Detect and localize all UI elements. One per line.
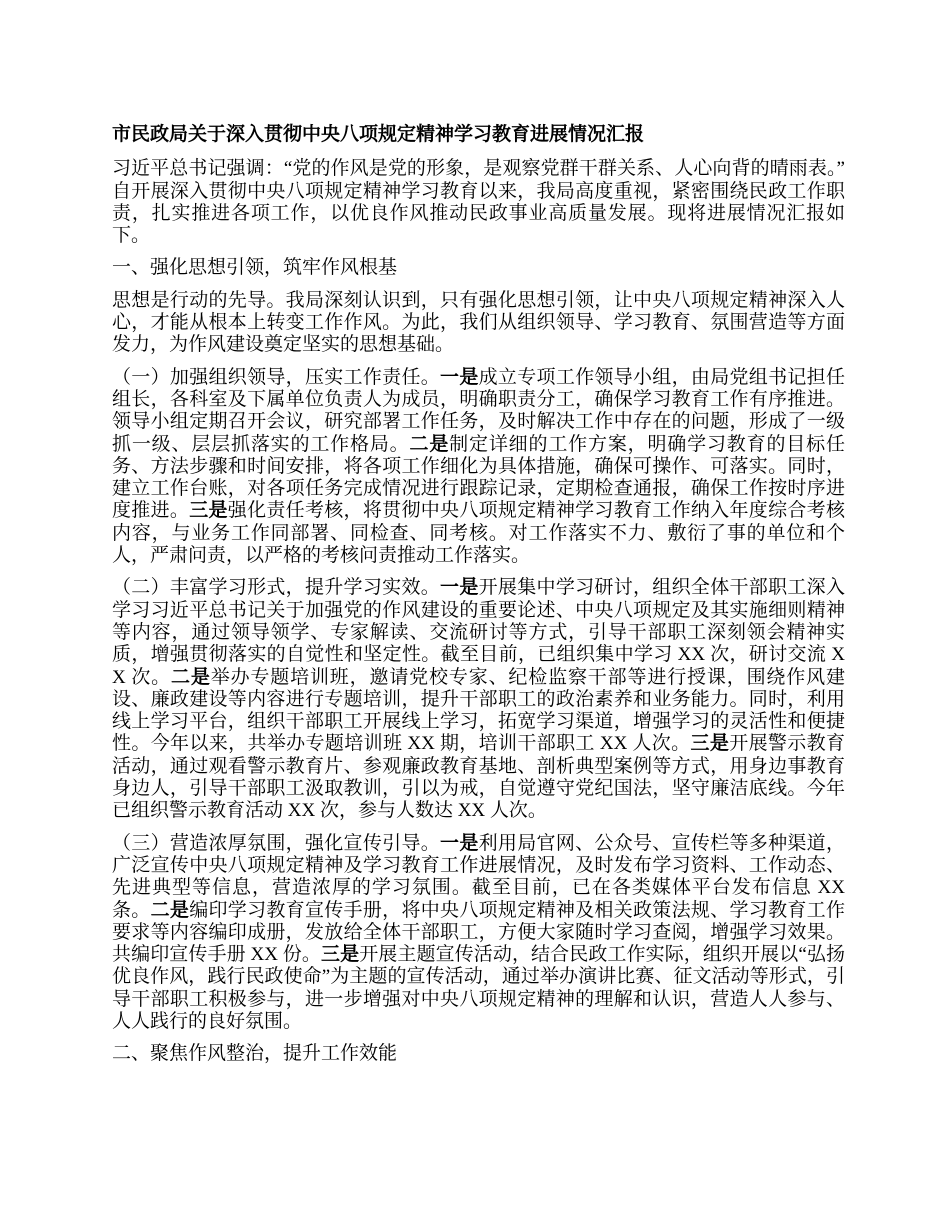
text-run: 习近平总书记强调：“党的作风是党的形象，是观察党群干群关系、人心向背的晴雨表。”自开展深入贯彻中央八项规定精神学习教育以来，我局高度重视，紧密围绕民政工作职责，扎实推进各项工作，以优良作风推动民政事业高质量发展。现将进展情况汇报如下。 <box>112 158 845 247</box>
body-paragraph <box>112 158 845 247</box>
bold-text-run: 一是 <box>440 577 479 599</box>
bold-text-run: 一是 <box>440 366 479 388</box>
text-run: 二、聚焦作风整治，提升工作效能 <box>112 1043 398 1065</box>
text-run: 开展警示教育活动，通过观看警示教育片、参观廉政教育基地、剖析典型案例等方式，用身边事教育身边人，引导干部职工汲取教训，引以为戒，自觉遵守党纪国法，坚守廉洁底线。今年已组织警示教育活动 XX 次，参与人数达 XX 人次。 <box>112 733 845 822</box>
document-title <box>112 124 845 146</box>
text-run: 思想是行动的先导。我局深刻认识到，只有强化思想引领，让中央八项规定精神深入人心，才能从根本上转变工作作风。为此，我们从组织领导、学习教育、氛围营造等方面发力，为作风建设奠定坚实的思想基础。 <box>112 289 845 356</box>
section-heading <box>112 1043 845 1065</box>
text-run: 一、强化思想引领，筑牢作风根基 <box>112 257 398 279</box>
bold-text-run: 市民政局关于深入贯彻中央八项规定精神学习教育进展情况汇报 <box>112 124 645 145</box>
text-run: （一）加强组织领导，压实工作责任。 <box>112 366 441 388</box>
document-content <box>112 124 845 1066</box>
section-heading <box>112 257 845 279</box>
body-paragraph <box>112 833 845 1034</box>
text-run: （三）营造浓厚氛围，强化宣传引导。 <box>112 832 441 854</box>
bold-text-run: 一是 <box>440 832 479 854</box>
text-run: （二）丰富学习形式，提升学习实效。 <box>112 577 441 599</box>
bold-text-run: 二是 <box>171 666 211 688</box>
bold-text-run: 三是 <box>320 944 360 966</box>
text-run: 编印学习教育宣传手册，将中央八项规定精神及相关政策法规、学习教育工作要求等内容编印成册，发放给全体干部职工，方便大家随时学习查阅，增强学习效果。共编印宣传手册 XX 份。 <box>112 899 845 966</box>
body-paragraph <box>112 290 845 357</box>
text-run: 强化责任考核，将贯彻中央八项规定精神学习教育工作纳入年度综合考核内容，与业务工作同部署、同检查、同考核。对工作落实不力、敷衍了事的单位和个人，严肃问责，以严格的考核问责推动工作落实。 <box>112 500 845 567</box>
text-run: 制定详细的工作方案，明确学习教育的目标任务、方法步骤和时间安排，将各项工作细化为具体措施，确保可操作、可落实。同时，建立工作台账，对各项任务完成情况进行跟踪记录，定期检查通报，确保工作按时序进度推进。 <box>112 433 845 522</box>
body-paragraph <box>112 577 845 822</box>
text-run: 成立专项工作领导小组，由局党组书记担任组长，各科室及下属单位负责人为成员，明确职责分工，确保学习教育工作有序推进。领导小组定期召开会议，研究部署工作任务，及时解决工作中存在的问题，形成了一级抓一级、层层抓落实的工作格局。 <box>112 366 845 455</box>
bold-text-run: 三是 <box>189 500 228 522</box>
text-run: 开展主题宣传活动，结合民政工作实际，组织开展以“弘扬优良作风，践行民政使命”为主题的宣传活动，通过举办演讲比赛、征文活动等形式，引导干部职工积极参与，进一步增强对中央八项规定精神的理解和认识，营造人人参与、人人践行的良好氛围。 <box>112 944 845 1032</box>
bold-text-run: 三是 <box>690 733 730 755</box>
bold-text-run: 二是 <box>150 899 190 921</box>
bold-text-run: 二是 <box>409 433 450 455</box>
text-run: 举办专题培训班，邀请党校专家、纪检监察干部等进行授课，围绕作风建设、廉政建设等内容进行专题培训，提升干部职工的政治素养和业务能力。同时，利用线上学习平台，组织干部职工开展线上学习，拓宽学习渠道，增强学习的灵活性和便捷性。今年以来，共举办专题培训班 XX 期，培训干部职工 XX 人次。 <box>112 666 845 755</box>
text-run: 利用局官网、公众号、宣传栏等多种渠道，广泛宣传中央八项规定精神及学习教育工作进展情况，及时发布学习资料、工作动态、先进典型等信息，营造浓厚的学习氛围。截至目前，已在各类媒体平台发布信息 XX 条。 <box>112 832 845 921</box>
body-paragraph <box>112 367 845 568</box>
text-run: 开展集中学习研讨，组织全体干部职工深入学习习近平总书记关于加强党的作风建设的重要论述、中央八项规定及其实施细则精神等内容，通过领导领学、专家解读、交流研讨等方式，引导干部职工深刻领会精神实质，增强贯彻落实的自觉性和坚定性。截至目前，已组织集中学习 XX 次，研讨交流 XX 次。 <box>112 577 845 688</box>
